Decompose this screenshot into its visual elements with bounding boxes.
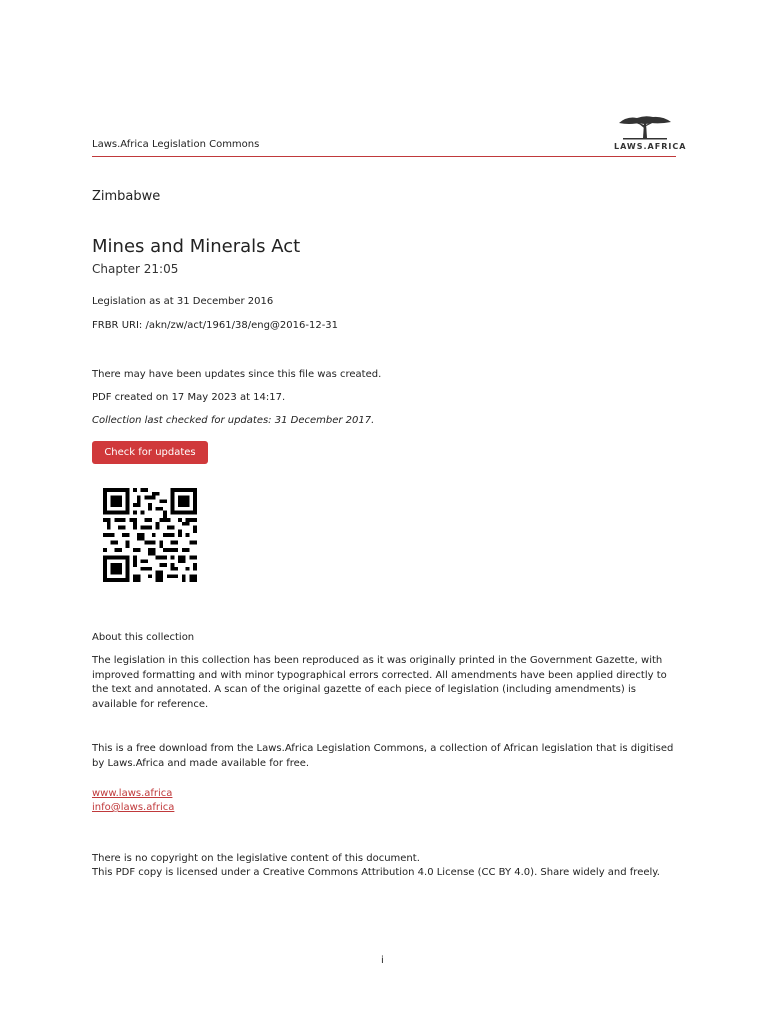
page-header xyxy=(92,114,687,158)
license-notice: This PDF copy is licensed under a Creative Commons Attribution 4.0 License (CC BY 4.0). Share widely and freely. xyxy=(92,867,660,878)
acacia-tree-icon xyxy=(617,114,673,140)
frbr-uri: FRBR URI: /akn/zw/act/1961/38/eng@2016-12-31 xyxy=(92,320,339,331)
document-title: Mines and Minerals Act xyxy=(92,236,301,257)
copyright-notice: There is no copyright on the legislative content of this document. xyxy=(92,853,420,864)
email-link[interactable]: info@laws.africa xyxy=(92,802,175,813)
qr-code-icon[interactable] xyxy=(100,488,200,582)
check-for-updates-button[interactable]: Check for updates xyxy=(92,441,208,464)
chapter-number: Chapter 21:05 xyxy=(92,262,179,276)
website-link[interactable]: www.laws.africa xyxy=(92,788,173,799)
update-notice: There may have been updates since this file was created. xyxy=(92,369,382,380)
legislation-date: Legislation as at 31 December 2016 xyxy=(92,296,274,307)
logo-text: LAWS.AFRICA xyxy=(614,142,687,151)
country-name: Zimbabwe xyxy=(92,189,161,204)
about-paragraph-1: The legislation in this collection has been reproduced as it was originally printed in the Government Gazette, with improved formatting and with minor typographical errors corrected. All amendments have been applied directly to the text and annotated. A scan of the original gazette of each piece of legislation (including amendments) is available for reference. xyxy=(92,655,667,710)
about-heading: About this collection xyxy=(92,632,195,643)
pdf-created: PDF created on 17 May 2023 at 14:17. xyxy=(92,392,286,403)
header-divider xyxy=(92,156,676,157)
about-paragraph-2: This is a free download from the Laws.Africa Legislation Commons, a collection of African legislation that is digitised by Laws.Africa and made available for free. xyxy=(92,743,674,769)
page-number: i xyxy=(381,955,384,966)
last-checked: Collection last checked for updates: 31 December 2017. xyxy=(92,415,375,426)
laws-africa-logo xyxy=(614,114,687,154)
header-title: Laws.Africa Legislation Commons xyxy=(92,139,260,150)
